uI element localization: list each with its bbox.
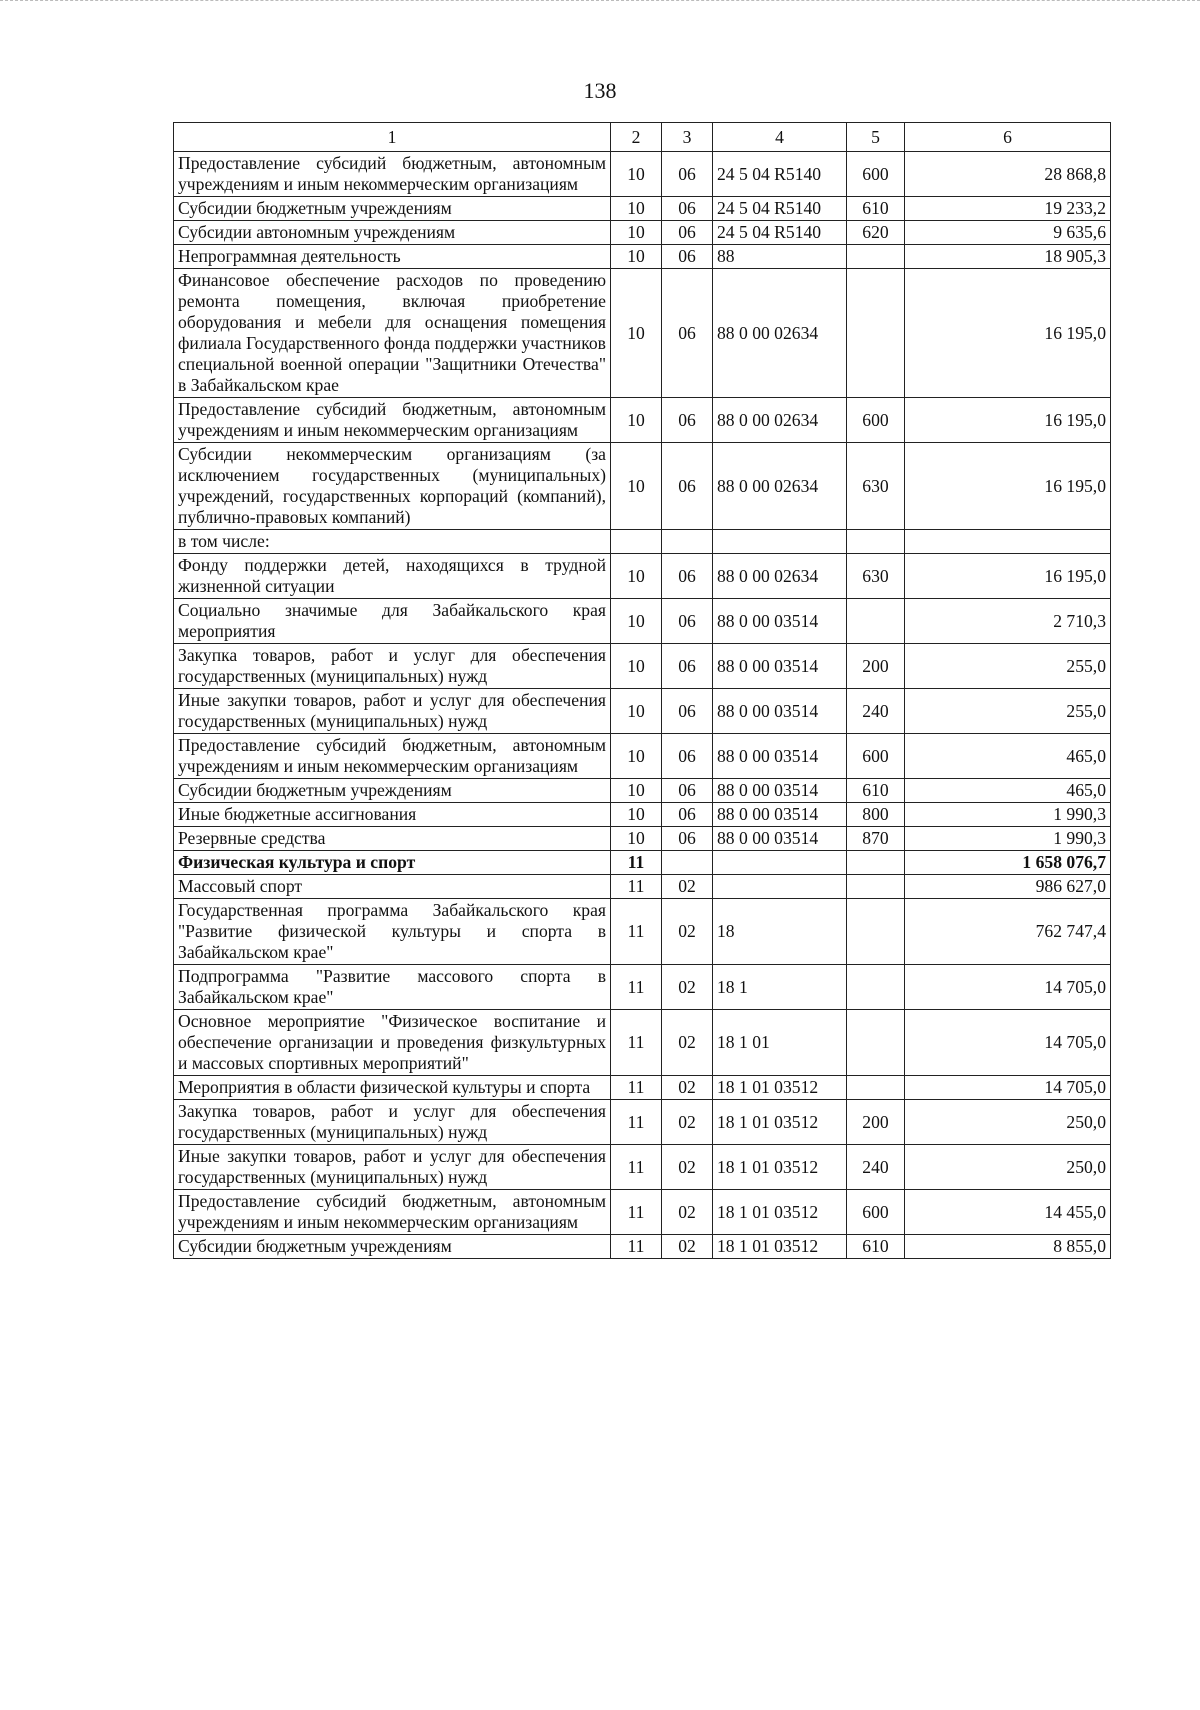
table-row bbox=[174, 530, 1111, 554]
cell-subsection: 02 bbox=[662, 875, 713, 899]
cell-amount: 14 705,0 bbox=[905, 965, 1111, 1010]
budget-table bbox=[173, 122, 1111, 1259]
cell-expense-type: 800 bbox=[847, 803, 905, 827]
header-col-2: 2 bbox=[611, 123, 662, 152]
cell-name: Непрограммная деятельность bbox=[174, 245, 611, 269]
cell-name: Иные бюджетные ассигнования bbox=[174, 803, 611, 827]
cell-name: Основное мероприятие "Физическое воспитание и обеспечение организации и проведения физкультурных и массовых спортивных мероприятий" bbox=[174, 1010, 611, 1076]
table-row bbox=[174, 875, 1111, 899]
table-row bbox=[174, 644, 1111, 689]
cell-expense-type bbox=[847, 245, 905, 269]
cell-target-code: 18 1 01 03512 bbox=[713, 1190, 847, 1235]
table-row bbox=[174, 245, 1111, 269]
cell-subsection: 06 bbox=[662, 689, 713, 734]
cell-section: 10 bbox=[611, 245, 662, 269]
cell-target-code: 88 0 00 02634 bbox=[713, 554, 847, 599]
cell-section: 10 bbox=[611, 197, 662, 221]
cell-name: Государственная программа Забайкальского края "Развитие физической культуры и спорта в Забайкальском крае" bbox=[174, 899, 611, 965]
cell-subsection: 06 bbox=[662, 269, 713, 398]
cell-name: в том числе: bbox=[174, 530, 611, 554]
cell-amount: 465,0 bbox=[905, 779, 1111, 803]
cell-amount: 14 705,0 bbox=[905, 1076, 1111, 1100]
cell-target-code: 88 0 00 03514 bbox=[713, 644, 847, 689]
cell-expense-type: 600 bbox=[847, 1190, 905, 1235]
cell-subsection: 02 bbox=[662, 1235, 713, 1259]
table-body bbox=[174, 152, 1111, 1259]
cell-subsection: 06 bbox=[662, 644, 713, 689]
header-col-4: 4 bbox=[713, 123, 847, 152]
cell-name: Фонду поддержки детей, находящихся в трудной жизненной ситуации bbox=[174, 554, 611, 599]
cell-target-code: 24 5 04 R5140 bbox=[713, 152, 847, 197]
cell-target-code: 18 1 01 03512 bbox=[713, 1235, 847, 1259]
cell-name: Резервные средства bbox=[174, 827, 611, 851]
table-row bbox=[174, 779, 1111, 803]
cell-expense-type: 610 bbox=[847, 197, 905, 221]
cell-subsection bbox=[662, 530, 713, 554]
cell-section: 10 bbox=[611, 554, 662, 599]
cell-target-code: 88 0 00 03514 bbox=[713, 599, 847, 644]
cell-expense-type: 630 bbox=[847, 554, 905, 599]
cell-amount: 762 747,4 bbox=[905, 899, 1111, 965]
table-row bbox=[174, 197, 1111, 221]
cell-subsection: 02 bbox=[662, 899, 713, 965]
cell-target-code bbox=[713, 851, 847, 875]
cell-target-code: 88 0 00 02634 bbox=[713, 443, 847, 530]
cell-section: 11 bbox=[611, 1100, 662, 1145]
cell-name: Мероприятия в области физической культуры и спорта bbox=[174, 1076, 611, 1100]
cell-subsection: 02 bbox=[662, 1100, 713, 1145]
cell-target-code: 18 1 01 03512 bbox=[713, 1145, 847, 1190]
cell-expense-type bbox=[847, 599, 905, 644]
table-row bbox=[174, 443, 1111, 530]
cell-subsection: 06 bbox=[662, 734, 713, 779]
cell-amount: 16 195,0 bbox=[905, 554, 1111, 599]
table-row bbox=[174, 1235, 1111, 1259]
cell-amount: 465,0 bbox=[905, 734, 1111, 779]
table-row bbox=[174, 398, 1111, 443]
cell-amount: 16 195,0 bbox=[905, 398, 1111, 443]
cell-subsection: 06 bbox=[662, 245, 713, 269]
cell-amount: 28 868,8 bbox=[905, 152, 1111, 197]
cell-target-code bbox=[713, 530, 847, 554]
cell-amount: 16 195,0 bbox=[905, 443, 1111, 530]
cell-section: 10 bbox=[611, 827, 662, 851]
cell-name: Финансовое обеспечение расходов по проведению ремонта помещения, включая приобретение оборудования и мебели для оснащения помещения филиала Государственного фонда поддержки участников специальной военной операции "Защитники Отечества" в Забайкальском крае bbox=[174, 269, 611, 398]
cell-amount: 1 658 076,7 bbox=[905, 851, 1111, 875]
cell-section: 11 bbox=[611, 1190, 662, 1235]
cell-expense-type bbox=[847, 530, 905, 554]
cell-target-code: 18 1 bbox=[713, 965, 847, 1010]
cell-name: Подпрограмма "Развитие массового спорта в Забайкальском крае" bbox=[174, 965, 611, 1010]
table-row bbox=[174, 1100, 1111, 1145]
cell-section: 10 bbox=[611, 269, 662, 398]
header-col-5: 5 bbox=[847, 123, 905, 152]
cell-section: 11 bbox=[611, 1010, 662, 1076]
table-row bbox=[174, 1145, 1111, 1190]
cell-section: 10 bbox=[611, 734, 662, 779]
table-row bbox=[174, 599, 1111, 644]
cell-target-code bbox=[713, 875, 847, 899]
cell-target-code: 88 0 00 03514 bbox=[713, 689, 847, 734]
cell-target-code: 24 5 04 R5140 bbox=[713, 197, 847, 221]
cell-expense-type: 630 bbox=[847, 443, 905, 530]
cell-expense-type bbox=[847, 1076, 905, 1100]
cell-target-code: 18 1 01 bbox=[713, 1010, 847, 1076]
cell-amount: 16 195,0 bbox=[905, 269, 1111, 398]
table-row bbox=[174, 689, 1111, 734]
cell-section: 11 bbox=[611, 1235, 662, 1259]
cell-amount: 255,0 bbox=[905, 644, 1111, 689]
table-row bbox=[174, 1190, 1111, 1235]
table-row bbox=[174, 1076, 1111, 1100]
cell-name: Субсидии бюджетным учреждениям bbox=[174, 779, 611, 803]
header-col-6: 6 bbox=[905, 123, 1111, 152]
cell-amount: 14 705,0 bbox=[905, 1010, 1111, 1076]
scan-edge-line bbox=[0, 0, 1200, 2]
cell-subsection: 06 bbox=[662, 398, 713, 443]
cell-name: Субсидии некоммерческим организациям (за исключением государственных (муниципальных) учреждений, государственных корпораций (компаний), публично-правовых компаний) bbox=[174, 443, 611, 530]
cell-expense-type bbox=[847, 875, 905, 899]
cell-name: Предоставление субсидий бюджетным, автономным учреждениям и иным некоммерческим организациям bbox=[174, 1190, 611, 1235]
cell-section: 10 bbox=[611, 689, 662, 734]
cell-subsection bbox=[662, 851, 713, 875]
cell-expense-type bbox=[847, 899, 905, 965]
cell-section: 10 bbox=[611, 599, 662, 644]
cell-name: Социально значимые для Забайкальского края мероприятия bbox=[174, 599, 611, 644]
page-number: 138 bbox=[583, 78, 617, 103]
cell-subsection: 02 bbox=[662, 1145, 713, 1190]
cell-subsection: 06 bbox=[662, 197, 713, 221]
cell-subsection: 06 bbox=[662, 599, 713, 644]
table-row bbox=[174, 803, 1111, 827]
cell-name: Физическая культура и спорт bbox=[174, 851, 611, 875]
cell-section bbox=[611, 530, 662, 554]
cell-expense-type: 610 bbox=[847, 1235, 905, 1259]
table-row bbox=[174, 827, 1111, 851]
cell-expense-type: 200 bbox=[847, 1100, 905, 1145]
cell-section: 11 bbox=[611, 851, 662, 875]
cell-section: 11 bbox=[611, 965, 662, 1010]
cell-subsection: 02 bbox=[662, 1010, 713, 1076]
table-row bbox=[174, 1010, 1111, 1076]
cell-target-code: 88 0 00 03514 bbox=[713, 827, 847, 851]
cell-name: Закупка товаров, работ и услуг для обеспечения государственных (муниципальных) нужд bbox=[174, 1100, 611, 1145]
cell-subsection: 06 bbox=[662, 779, 713, 803]
table-row bbox=[174, 851, 1111, 875]
cell-amount: 14 455,0 bbox=[905, 1190, 1111, 1235]
cell-expense-type: 870 bbox=[847, 827, 905, 851]
cell-name: Иные закупки товаров, работ и услуг для обеспечения государственных (муниципальных) нужд bbox=[174, 1145, 611, 1190]
cell-amount: 250,0 bbox=[905, 1145, 1111, 1190]
cell-amount bbox=[905, 530, 1111, 554]
cell-name: Субсидии бюджетным учреждениям bbox=[174, 197, 611, 221]
cell-expense-type bbox=[847, 269, 905, 398]
cell-amount: 9 635,6 bbox=[905, 221, 1111, 245]
cell-target-code: 88 bbox=[713, 245, 847, 269]
table-row bbox=[174, 152, 1111, 197]
cell-amount: 250,0 bbox=[905, 1100, 1111, 1145]
cell-name: Субсидии автономным учреждениям bbox=[174, 221, 611, 245]
cell-amount: 8 855,0 bbox=[905, 1235, 1111, 1259]
cell-expense-type bbox=[847, 1010, 905, 1076]
cell-expense-type: 240 bbox=[847, 689, 905, 734]
cell-subsection: 06 bbox=[662, 803, 713, 827]
table-row bbox=[174, 221, 1111, 245]
cell-name: Закупка товаров, работ и услуг для обеспечения государственных (муниципальных) нужд bbox=[174, 644, 611, 689]
table-row bbox=[174, 899, 1111, 965]
cell-subsection: 02 bbox=[662, 965, 713, 1010]
cell-subsection: 06 bbox=[662, 827, 713, 851]
header-row bbox=[174, 123, 1111, 152]
cell-amount: 1 990,3 bbox=[905, 827, 1111, 851]
cell-expense-type bbox=[847, 965, 905, 1010]
cell-amount: 2 710,3 bbox=[905, 599, 1111, 644]
cell-section: 10 bbox=[611, 644, 662, 689]
cell-name: Предоставление субсидий бюджетным, автономным учреждениям и иным некоммерческим организациям bbox=[174, 398, 611, 443]
cell-expense-type: 620 bbox=[847, 221, 905, 245]
table-row bbox=[174, 734, 1111, 779]
cell-target-code: 24 5 04 R5140 bbox=[713, 221, 847, 245]
cell-expense-type: 600 bbox=[847, 398, 905, 443]
cell-name: Массовый спорт bbox=[174, 875, 611, 899]
cell-target-code: 18 1 01 03512 bbox=[713, 1076, 847, 1100]
cell-target-code: 88 0 00 03514 bbox=[713, 803, 847, 827]
cell-subsection: 06 bbox=[662, 554, 713, 599]
cell-section: 11 bbox=[611, 1076, 662, 1100]
cell-section: 10 bbox=[611, 779, 662, 803]
table-row bbox=[174, 965, 1111, 1010]
cell-section: 11 bbox=[611, 875, 662, 899]
cell-section: 10 bbox=[611, 221, 662, 245]
cell-subsection: 02 bbox=[662, 1076, 713, 1100]
cell-expense-type: 600 bbox=[847, 734, 905, 779]
cell-subsection: 06 bbox=[662, 443, 713, 530]
cell-target-code: 88 0 00 03514 bbox=[713, 734, 847, 779]
table-row bbox=[174, 269, 1111, 398]
header-col-1: 1 bbox=[174, 123, 611, 152]
cell-target-code: 18 1 01 03512 bbox=[713, 1100, 847, 1145]
cell-expense-type: 200 bbox=[847, 644, 905, 689]
cell-target-code: 88 0 00 03514 bbox=[713, 779, 847, 803]
cell-amount: 255,0 bbox=[905, 689, 1111, 734]
cell-name: Предоставление субсидий бюджетным, автономным учреждениям и иным некоммерческим организациям bbox=[174, 152, 611, 197]
cell-target-code: 88 0 00 02634 bbox=[713, 398, 847, 443]
table-row bbox=[174, 554, 1111, 599]
cell-section: 11 bbox=[611, 899, 662, 965]
cell-subsection: 06 bbox=[662, 221, 713, 245]
cell-expense-type: 610 bbox=[847, 779, 905, 803]
cell-target-code: 18 bbox=[713, 899, 847, 965]
cell-amount: 986 627,0 bbox=[905, 875, 1111, 899]
cell-target-code: 88 0 00 02634 bbox=[713, 269, 847, 398]
cell-expense-type bbox=[847, 851, 905, 875]
cell-expense-type: 600 bbox=[847, 152, 905, 197]
cell-amount: 1 990,3 bbox=[905, 803, 1111, 827]
cell-section: 10 bbox=[611, 152, 662, 197]
cell-section: 10 bbox=[611, 803, 662, 827]
cell-section: 10 bbox=[611, 398, 662, 443]
header-col-3: 3 bbox=[662, 123, 713, 152]
cell-section: 11 bbox=[611, 1145, 662, 1190]
cell-amount: 19 233,2 bbox=[905, 197, 1111, 221]
cell-section: 10 bbox=[611, 443, 662, 530]
cell-name: Субсидии бюджетным учреждениям bbox=[174, 1235, 611, 1259]
cell-subsection: 02 bbox=[662, 1190, 713, 1235]
cell-expense-type: 240 bbox=[847, 1145, 905, 1190]
cell-name: Предоставление субсидий бюджетным, автономным учреждениям и иным некоммерческим организациям bbox=[174, 734, 611, 779]
cell-amount: 18 905,3 bbox=[905, 245, 1111, 269]
cell-subsection: 06 bbox=[662, 152, 713, 197]
cell-name: Иные закупки товаров, работ и услуг для обеспечения государственных (муниципальных) нужд bbox=[174, 689, 611, 734]
